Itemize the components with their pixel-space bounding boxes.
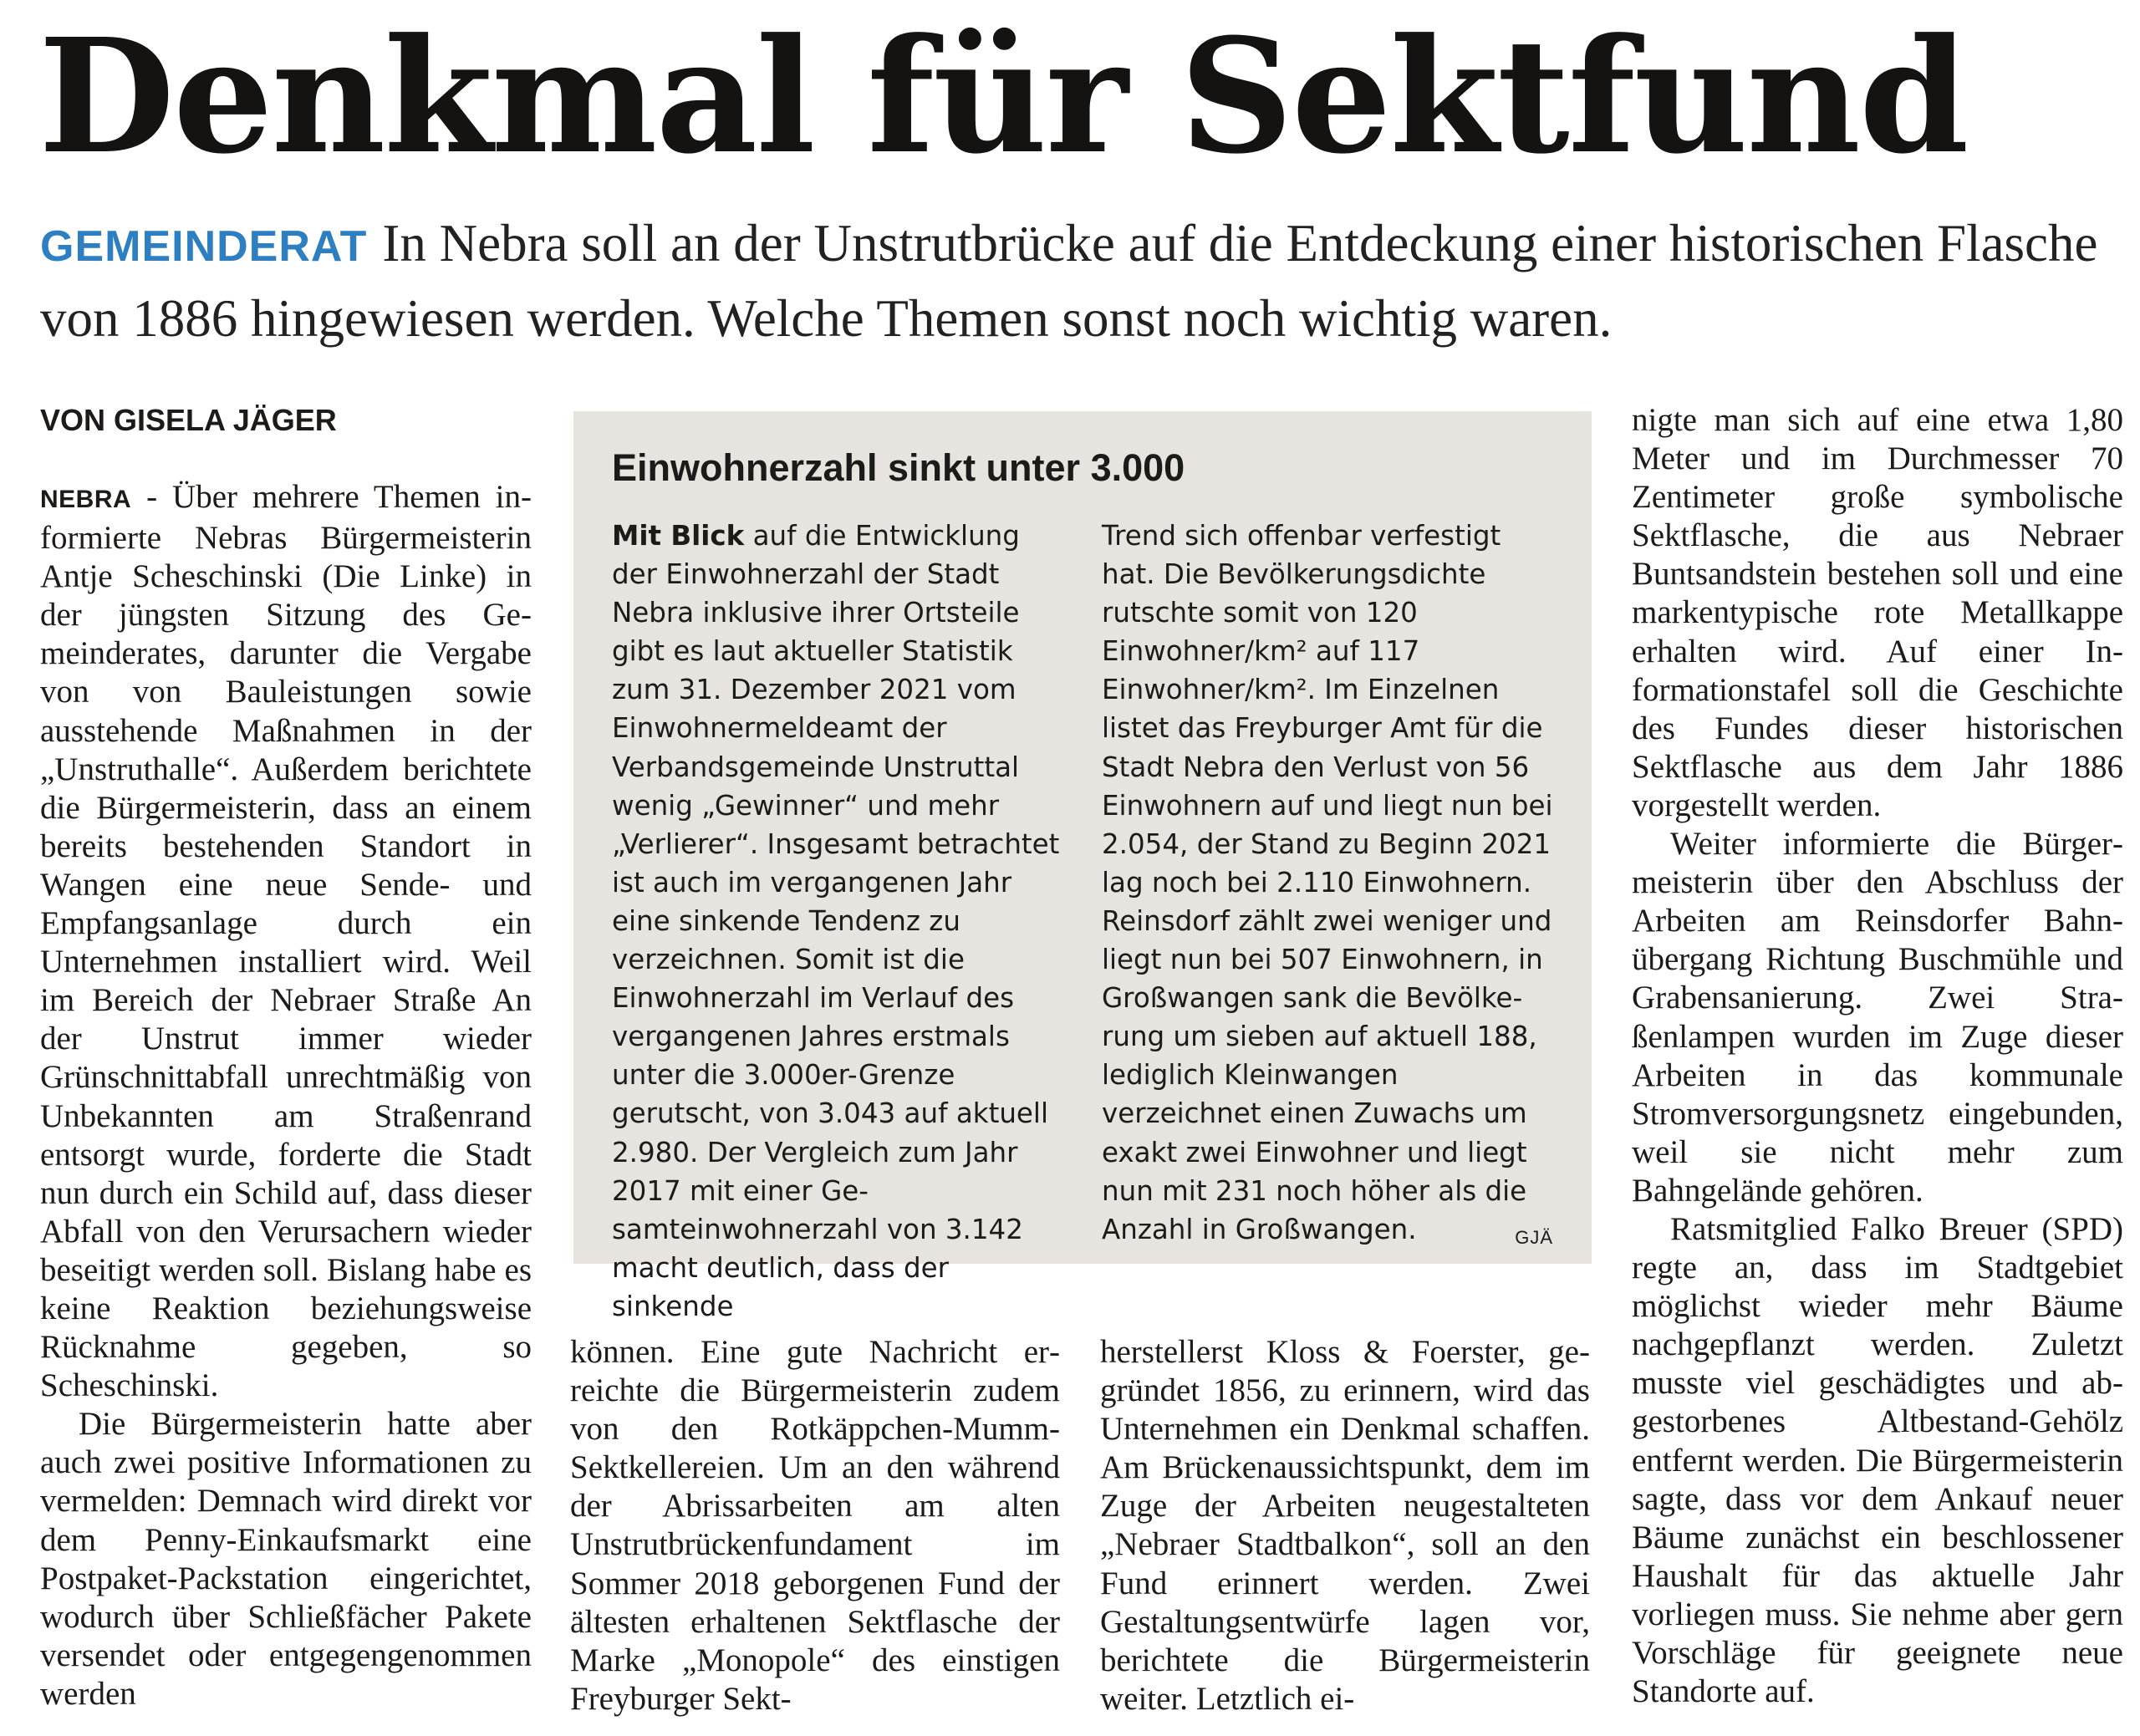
dateline: NEBRA bbox=[40, 486, 132, 513]
paragraph: können. Eine gute Nachricht erreichte die Bürgermeisterin zudem von den Rotkäppchen-Mumm-Sektkellereien. Um an den während der Abrissarbeiten am alten Unstrutbrückenfundament im Sommer 2018 geborgenen Fund der ältesten erhaltenen Sektflasche der Marke „Monopole“ des einstigen Freyburger Sekt- bbox=[570, 1334, 1060, 1717]
info-box-title: Einwohnerzahl sinkt unter 3.000 bbox=[612, 446, 1185, 489]
paragraph: Die Bürgermeisterin hatte aber auch zwei positive Informationen zu vermelden: Demnach wird direkt vor dem Penny-Einkaufsmarkt eine Postpaket-Packstation eingerichtet, wodurch über Schließfächer Pakete versendet oder entgegengenommen werden bbox=[40, 1406, 532, 1712]
paragraph: nigte man sich auf eine etwa 1,80 Meter und im Durchmesser 70 Zentimeter große symbolische Sektflasche, die aus Nebraer Buntsandstein bestehen soll und eine markentypische rote Metallkappe erhalten wird. Auf einer Informationstafel soll die Geschichte des Fundes dieser historischen Sektflasche aus dem Jahr 1886 vorgestellt werden. bbox=[1632, 402, 2123, 823]
article-column-2 bbox=[570, 1333, 1060, 1718]
info-box-lead: Mit Blick bbox=[612, 520, 745, 552]
info-box-paragraph bbox=[612, 517, 1063, 1326]
subheadline bbox=[40, 207, 2122, 354]
paragraph bbox=[40, 478, 532, 1405]
article-column-1 bbox=[40, 478, 532, 1713]
paragraph: Weiter informierte die Bürgermeisterin über den Abschluss der Arbeiten am Reinsdorfer Bahnübergang Richtung Buschmühle und Grabensanierung. Zwei Straßenlampen wurden im Zuge dieser Arbeiten in das kommunale Stromversorgungsnetz eingebunden, weil sie nicht mehr zum Bahngelände gehören. bbox=[1632, 826, 2123, 1209]
subhead-text: In Nebra soll an der Unstrutbrücke auf die Entdeckung einer historischen Flasche von 1886 hingewiesen werden. Welche Themen sonst noch wichtig waren. bbox=[40, 214, 2098, 348]
kicker: GEMEINDERAT bbox=[40, 222, 368, 271]
info-box-text: auf die Entwicklung der Einwohnerzahl der Stadt Nebra inklusive ihrer Ortsteile gibt es laut aktueller Statistik zum 31. Dezember 2021 vom Einwohnermeldeamt der Verbandsgemeinde Unstruttal wenig „Gewinner“ und mehr „Verlierer“. Insgesamt betrachtet ist auch im vergangenen Jahr eine sinkende Tendenz zu verzeichnen. Somit ist die Einwohnerzahl im Verlauf des vergangenen Jahres erstmals unter die 3.000er-Grenze gerutscht, von 3.043 auf aktuell 2.980. Der Vergleich zum Jahr 2017 mit einer Gesamteinwohnerzahl von 3.142 macht deutlich, dass der sinkende bbox=[612, 520, 1060, 1322]
byline: VON GISELA JÄGER bbox=[40, 403, 337, 437]
info-box-column-1 bbox=[612, 517, 1063, 1326]
paragraph-text: - Über mehrere Themen informierte Nebras Bürgermeisterin Antje Scheschinski (Die Linke) in der jüngsten Sitzung des Gemeinderates, darunter die Vergabe von von Bauleistungen sowie ausstehende Maßnahmen in der „Unstruthalle“. Außerdem berichtete die Bürgermeisterin, dass an einem bereits bestehenden Standort in Wangen eine neue Sende- und Empfangsanlage durch ein Unternehmen installiert wird. Weil im Bereich der Nebraer Straße An der Unstrut immer wieder Grünschnittabfall unrechtmäßig von Unbekannten am Straßenrand entsorgt wurde, forderte die Stadt nun durch ein Schild auf, dass dieser Abfall von den Verursachern wieder beseitigt werden soll. Bislang habe es keine Reaktion beziehungsweise Rücknahme gegeben, so Scheschinski. bbox=[40, 479, 532, 1404]
article-column-3 bbox=[1100, 1333, 1590, 1718]
author-signature: GJÄ bbox=[1515, 1226, 1553, 1248]
article-column-4 bbox=[1632, 401, 2123, 1711]
headline: Denkmal für Sektfund bbox=[38, 4, 1968, 189]
info-box-paragraph bbox=[1102, 517, 1553, 1249]
paragraph: Ratsmitglied Falko Breuer (SPD) regte an, dass im Stadtgebiet möglichst wieder mehr Bäume nachgepflanzt werden. Zuletzt musste viel geschädigtes und abgestorbenes Altbestand-Gehölz entfernt werden. Die Bürgermeisterin sagte, dass vor dem Ankauf neuer Bäume zunächst ein beschlossener Haushalt für das aktuelle Jahr vorliegen muss. Sie nehme aber gern Vorschläge für geeignete neue Standorte auf. bbox=[1632, 1210, 2123, 1710]
info-box-text: Trend sich offenbar verfestigt hat. Die Bevölkerungsdichte rutschte somit von 120 Einwohner/km² auf 117 Einwohner/km². Im Einzelnen listet das Freyburger Amt für die Stadt Nebra den Verlust von 56 Einwohnern auf und liegt nun bei 2.054, der Stand zu Beginn 2021 lag noch bei 2.110 Einwohnern. Reinsdorf zählt zwei weniger und liegt nun bei 507 Einwohnern, in Großwangen sank die Bevölkerung um sieben auf aktuell 188, lediglich Kleinwangen verzeichnet einen Zuwachs um exakt zwei Einwohner und liegt nun mit 231 noch höher als die Anzahl in Großwangen. bbox=[1102, 520, 1553, 1245]
info-box bbox=[573, 411, 1592, 1322]
paragraph: herstellerst Kloss & Foerster, gegründet 1856, zu erinnern, wird das Unternehmen ein Denkmal schaffen. Am Brückenaussichtspunkt, dem im Zuge der Arbeiten neugestalteten „Nebraer Stadtbalkon“, soll an den Fund erinnert werden. Zwei Gestaltungsentwürfe lagen vor, berichtete die Bürgermeisterin weiter. Letztlich ei- bbox=[1100, 1334, 1590, 1717]
info-box-column-2 bbox=[1102, 517, 1553, 1257]
